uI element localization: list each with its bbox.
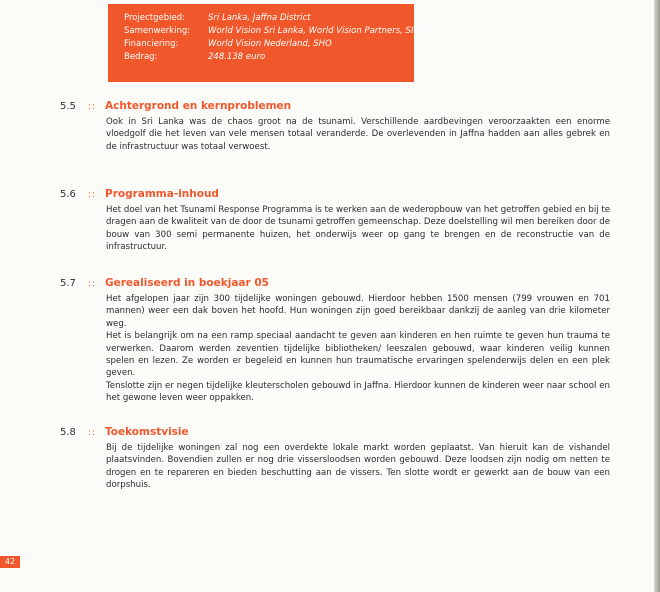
section-body bbox=[106, 116, 610, 153]
info-value: World Vision Sri Lanka, World Vision Partners, SIDA bbox=[208, 26, 426, 36]
paragraph: Het doel van het Tsunami Response Programma is te werken aan de wederopbouw van het getroffen gebied en bij te dragen aan de kwaliteit van de door de tsunami getroffen gemeenschap. Deze doelstelling wil men bereiken door de bouw van 300 semi permanente huizen, het onderwijs weer op gang te brengen en de reconstructie van de infrastructuur. bbox=[106, 205, 610, 253]
section-separator: :: bbox=[88, 428, 97, 438]
info-row-amount bbox=[124, 51, 414, 64]
section-5-6 bbox=[60, 188, 620, 254]
section-title: Gerealiseerd in boekjaar 05 bbox=[105, 277, 269, 289]
info-value: World Vision Nederland, SHO bbox=[208, 39, 332, 49]
paragraph: Ook in Sri Lanka was de chaos groot na de tsunami. Verschillende aardbevingen veroorzaakten een enorme vloedgolf die het leven van vele mensen totaal veranderde. De overlevenden in Jaffna hadden aan alles gebrek en de infrastructuur was totaal verwoest. bbox=[106, 117, 610, 152]
paragraph: Tenslotte zijn er negen tijdelijke kleuterscholen gebouwd in Jaffna. Hierdoor kunnen de kinderen weer naar school en het gewone leven weer oppakken. bbox=[106, 380, 610, 404]
section-title: Achtergrond en kernproblemen bbox=[105, 100, 292, 112]
section-body bbox=[106, 204, 610, 254]
section-5-8 bbox=[60, 426, 620, 492]
section-separator: :: bbox=[88, 279, 97, 289]
page-number: 42 bbox=[0, 556, 20, 568]
section-5-7 bbox=[60, 277, 620, 405]
section-number: 5.5 bbox=[60, 101, 76, 112]
section-title: Toekomstvisie bbox=[105, 426, 189, 438]
section-title: Programma-inhoud bbox=[105, 188, 219, 200]
section-number: 5.8 bbox=[60, 427, 76, 438]
info-label: Projectgebied: bbox=[124, 13, 185, 23]
info-label: Samenwerking: bbox=[124, 26, 191, 36]
info-value: 248.138 euro bbox=[208, 52, 266, 62]
project-info-box bbox=[108, 4, 426, 82]
section-number: 5.7 bbox=[60, 278, 76, 289]
section-heading bbox=[60, 100, 620, 116]
section-heading bbox=[60, 426, 620, 442]
paragraph: Bij de tijdelijke woningen zal nog een overdekte lokale markt worden geplaatst. Van hieruit kan de vishandel plaatsvinden. Bovendien zullen er nog drie vissersloodsen worden gebouwd. Deze loodsen zijn nodig om netten te drogen en te repareren en bieden beschutting aan de vissers. Ten slotte wordt er gewerkt aan de bouw van een dorpshuis. bbox=[106, 443, 610, 491]
section-heading bbox=[60, 188, 620, 204]
section-heading bbox=[60, 277, 620, 293]
info-row-funding bbox=[124, 38, 414, 51]
info-value: Sri Lanka, Jaffna District bbox=[208, 13, 311, 23]
page-edge bbox=[654, 0, 660, 592]
section-body bbox=[106, 293, 610, 405]
section-body bbox=[106, 442, 610, 492]
paragraph: Het afgelopen jaar zijn 300 tijdelijke woningen gebouwd. Hierdoor hebben 1500 mensen (799 vrouwen en 701 mannen) weer een dak boven het hoofd. Hun woningen zijn goed bereikbaar dankzij de aanleg van drie kilometer weg. bbox=[106, 294, 610, 329]
info-label: Bedrag: bbox=[124, 52, 158, 62]
section-separator: :: bbox=[88, 102, 97, 112]
section-5-5 bbox=[60, 100, 620, 153]
paragraph: Het is belangrijk om na een ramp speciaal aandacht te geven aan kinderen en hen ruimte te geven hun trauma te verwerken. Daarom werden zeventien tijdelijke bibliotheken/ leeszalen gebouwd, waar kinderen veilig kunnen spelen en lezen. Ze worden er begeleid en kunnen hun traumatische ervaringen spelenderwijs delen en een plek geven. bbox=[106, 331, 610, 379]
info-row-cooperation bbox=[124, 25, 426, 38]
section-separator: :: bbox=[88, 190, 97, 200]
info-row-project-area bbox=[124, 12, 414, 25]
section-number: 5.6 bbox=[60, 189, 76, 200]
info-label: Financiering: bbox=[124, 39, 179, 49]
